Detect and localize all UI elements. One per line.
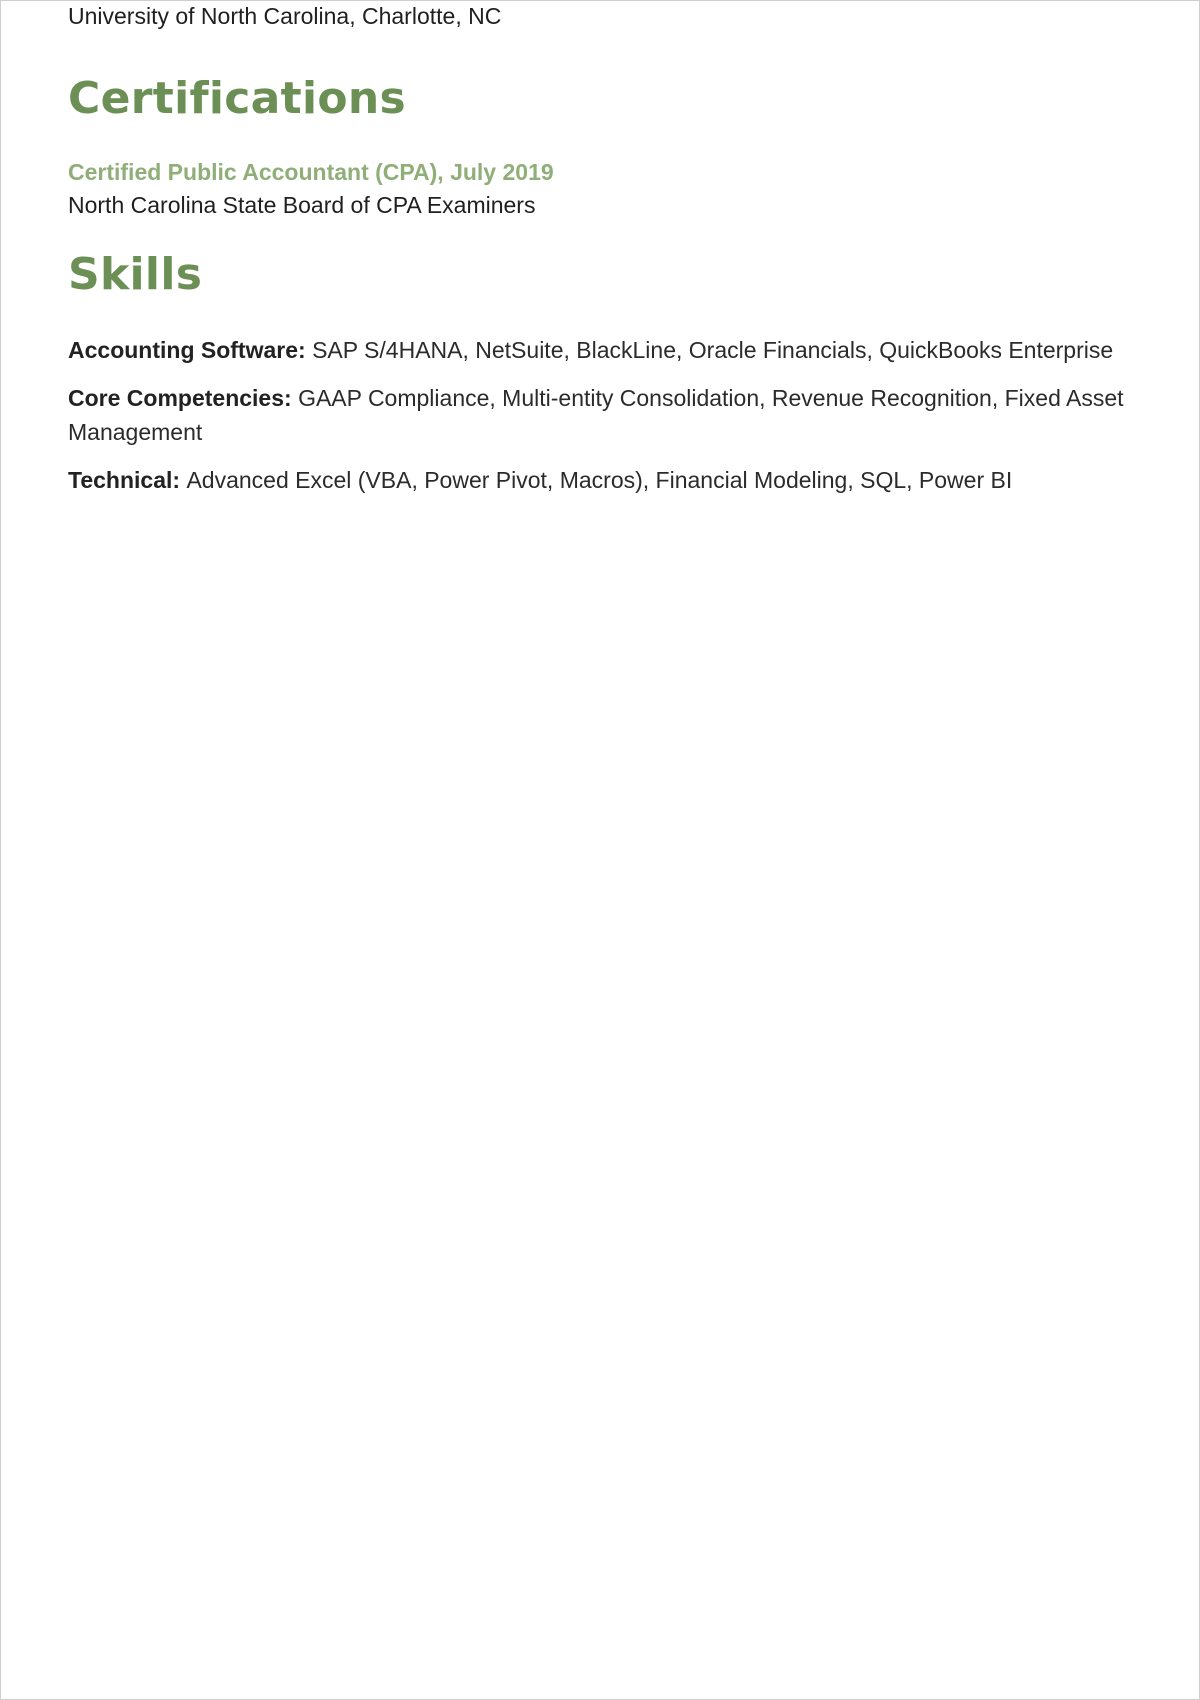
skills-heading: Skills — [68, 249, 203, 300]
skill-label: Core Competencies: — [68, 385, 299, 411]
resume-content — [68, 1, 1134, 497]
certification-issuer: North Carolina State Board of CPA Examiners — [68, 192, 536, 218]
skill-row-core-competencies — [68, 381, 1134, 449]
skill-value: GAAP Compliance, Multi-entity Consolidation, Revenue Recognition, Fixed Asset Management — [68, 385, 1124, 445]
skill-label: Accounting Software: — [68, 337, 313, 363]
certifications-heading: Certifications — [68, 73, 407, 124]
certification-title: Certified Public Accountant (CPA), July 2019 — [68, 159, 554, 185]
certification-item — [68, 157, 1134, 221]
skill-row-accounting-software — [68, 333, 1134, 367]
education-school-location: University of North Carolina, Charlotte, NC — [68, 3, 502, 29]
skill-label: Technical: — [68, 467, 187, 493]
skill-value: SAP S/4HANA, NetSuite, BlackLine, Oracle Financials, QuickBooks Enterprise — [312, 337, 1114, 363]
skills-list — [68, 333, 1134, 497]
skill-row-technical — [68, 463, 1134, 497]
skill-value: Advanced Excel (VBA, Power Pivot, Macros), Financial Modeling, SQL, Power BI — [186, 467, 1013, 493]
